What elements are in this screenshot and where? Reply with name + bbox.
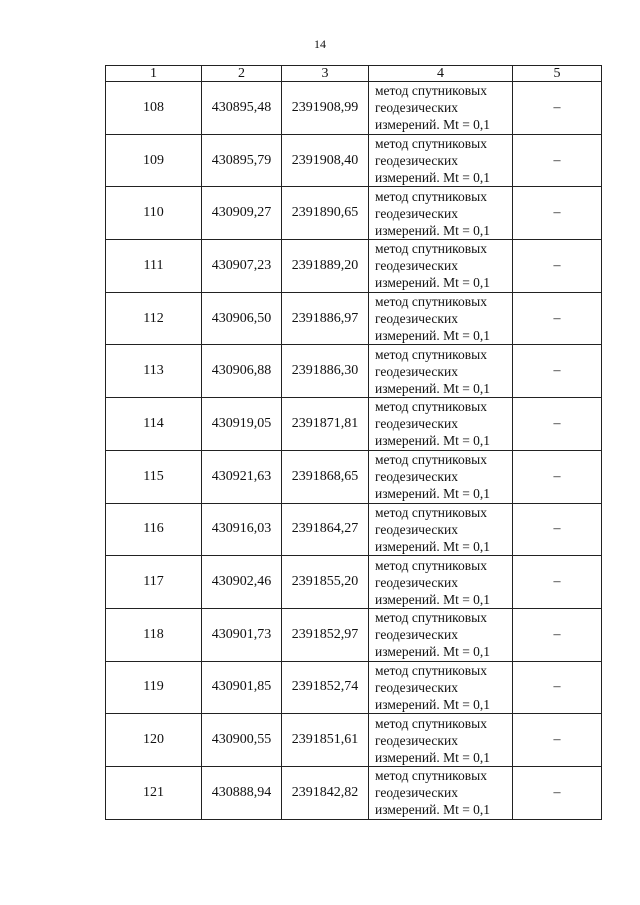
table-row: [106, 82, 602, 135]
method-text-line: геодезических: [375, 258, 458, 274]
method-text-line: метод спутниковых: [375, 452, 487, 468]
y-coordinate-cell: 2391842,82: [282, 766, 369, 819]
point-number-cell: 114: [106, 398, 202, 451]
method-cell: [369, 450, 513, 503]
y-coordinate-cell: 2391852,97: [282, 608, 369, 661]
y-coordinate-cell: 2391852,74: [282, 661, 369, 714]
note-cell: –: [513, 766, 602, 819]
table-row: [106, 240, 602, 293]
method-text-line: измерений. Mt = 0,1: [375, 802, 491, 818]
table-row: [106, 398, 602, 451]
method-text-line: геодезических: [375, 469, 458, 485]
x-coordinate-cell: 430895,79: [202, 134, 282, 187]
y-coordinate-cell: 2391864,27: [282, 503, 369, 556]
note-cell: –: [513, 556, 602, 609]
point-number-cell: 118: [106, 608, 202, 661]
table-row: [106, 556, 602, 609]
coordinates-table: [105, 65, 602, 820]
method-cell: [369, 661, 513, 714]
method-cell: [369, 292, 513, 345]
method-cell: [369, 398, 513, 451]
method-cell: [369, 345, 513, 398]
method-cell: [369, 714, 513, 767]
method-text-line: геодезических: [375, 521, 458, 537]
y-coordinate-cell: 2391855,20: [282, 556, 369, 609]
x-coordinate-cell: 430901,73: [202, 608, 282, 661]
note-cell: –: [513, 503, 602, 556]
note-cell: –: [513, 714, 602, 767]
x-coordinate-cell: 430909,27: [202, 187, 282, 240]
point-number-cell: 108: [106, 82, 202, 135]
method-text-line: метод спутниковых: [375, 610, 487, 626]
y-coordinate-cell: 2391886,30: [282, 345, 369, 398]
y-coordinate-cell: 2391890,65: [282, 187, 369, 240]
y-coordinate-cell: 2391886,97: [282, 292, 369, 345]
method-text-line: метод спутниковых: [375, 346, 487, 362]
table-row: [106, 292, 602, 345]
method-text-line: метод спутниковых: [375, 294, 487, 310]
table-row: [106, 503, 602, 556]
point-number-cell: 120: [106, 714, 202, 767]
method-text-line: геодезических: [375, 153, 458, 169]
note-cell: –: [513, 450, 602, 503]
x-coordinate-cell: 430916,03: [202, 503, 282, 556]
point-number-cell: 109: [106, 134, 202, 187]
table-row: [106, 134, 602, 187]
method-text-line: геодезических: [375, 627, 458, 643]
table-row: [106, 661, 602, 714]
method-cell: [369, 134, 513, 187]
point-number-cell: 115: [106, 450, 202, 503]
method-text-line: измерений. Mt = 0,1: [375, 749, 491, 765]
method-text-line: метод спутниковых: [375, 715, 487, 731]
note-cell: –: [513, 661, 602, 714]
x-coordinate-cell: 430921,63: [202, 450, 282, 503]
method-cell: [369, 82, 513, 135]
method-text-line: геодезических: [375, 732, 458, 748]
method-cell: [369, 240, 513, 293]
x-coordinate-cell: 430902,46: [202, 556, 282, 609]
y-coordinate-cell: 2391871,81: [282, 398, 369, 451]
method-text-line: геодезических: [375, 679, 458, 695]
point-number-cell: 121: [106, 766, 202, 819]
x-coordinate-cell: 430919,05: [202, 398, 282, 451]
method-text-line: геодезических: [375, 785, 458, 801]
table-row: [106, 714, 602, 767]
x-coordinate-cell: 430900,55: [202, 714, 282, 767]
method-text-line: метод спутниковых: [375, 83, 487, 99]
x-coordinate-cell: 430901,85: [202, 661, 282, 714]
method-text-line: измерений. Mt = 0,1: [375, 380, 491, 396]
method-text-line: измерений. Mt = 0,1: [375, 117, 491, 133]
page-number: 14: [314, 37, 326, 51]
point-number-cell: 112: [106, 292, 202, 345]
note-cell: –: [513, 292, 602, 345]
table-row: [106, 450, 602, 503]
method-text-line: геодезических: [375, 311, 458, 327]
note-cell: –: [513, 240, 602, 293]
method-text-line: метод спутниковых: [375, 241, 487, 257]
method-text-line: метод спутниковых: [375, 399, 487, 415]
x-coordinate-cell: 430906,88: [202, 345, 282, 398]
x-coordinate-cell: 430895,48: [202, 82, 282, 135]
x-coordinate-cell: 430907,23: [202, 240, 282, 293]
table-header: [106, 66, 602, 82]
note-cell: –: [513, 398, 602, 451]
header-row: [106, 66, 602, 82]
method-cell: [369, 556, 513, 609]
column-header-1: 1: [106, 66, 202, 82]
method-cell: [369, 187, 513, 240]
note-cell: –: [513, 82, 602, 135]
method-text-line: измерений. Mt = 0,1: [375, 486, 491, 502]
column-header-3: 3: [282, 66, 369, 82]
column-header-2: 2: [202, 66, 282, 82]
y-coordinate-cell: 2391908,40: [282, 134, 369, 187]
table-row: [106, 345, 602, 398]
method-text-line: измерений. Mt = 0,1: [375, 538, 491, 554]
point-number-cell: 111: [106, 240, 202, 293]
method-text-line: метод спутниковых: [375, 136, 487, 152]
method-text-line: метод спутниковых: [375, 557, 487, 573]
column-header-4: 4: [369, 66, 513, 82]
y-coordinate-cell: 2391868,65: [282, 450, 369, 503]
method-cell: [369, 608, 513, 661]
y-coordinate-cell: 2391889,20: [282, 240, 369, 293]
note-cell: –: [513, 187, 602, 240]
table-row: [106, 608, 602, 661]
method-text-line: геодезических: [375, 100, 458, 116]
y-coordinate-cell: 2391851,61: [282, 714, 369, 767]
method-text-line: измерений. Mt = 0,1: [375, 644, 491, 660]
method-text-line: измерений. Mt = 0,1: [375, 275, 491, 291]
method-text-line: метод спутниковых: [375, 504, 487, 520]
point-number-cell: 119: [106, 661, 202, 714]
point-number-cell: 116: [106, 503, 202, 556]
method-text-line: метод спутниковых: [375, 188, 487, 204]
method-text-line: измерений. Mt = 0,1: [375, 591, 491, 607]
table-row: [106, 187, 602, 240]
method-cell: [369, 503, 513, 556]
x-coordinate-cell: 430888,94: [202, 766, 282, 819]
method-text-line: измерений. Mt = 0,1: [375, 696, 491, 712]
method-text-line: геодезических: [375, 205, 458, 221]
method-text-line: геодезических: [375, 363, 458, 379]
method-text-line: геодезических: [375, 416, 458, 432]
note-cell: –: [513, 345, 602, 398]
table-row: [106, 766, 602, 819]
method-text-line: геодезических: [375, 574, 458, 590]
method-text-line: измерений. Mt = 0,1: [375, 222, 491, 238]
method-cell: [369, 766, 513, 819]
method-text-line: измерений. Mt = 0,1: [375, 170, 491, 186]
x-coordinate-cell: 430906,50: [202, 292, 282, 345]
y-coordinate-cell: 2391908,99: [282, 82, 369, 135]
point-number-cell: 110: [106, 187, 202, 240]
method-text-line: метод спутниковых: [375, 768, 487, 784]
point-number-cell: 113: [106, 345, 202, 398]
point-number-cell: 117: [106, 556, 202, 609]
column-header-5: 5: [513, 66, 602, 82]
note-cell: –: [513, 134, 602, 187]
note-cell: –: [513, 608, 602, 661]
method-text-line: измерений. Mt = 0,1: [375, 328, 491, 344]
method-text-line: метод спутниковых: [375, 662, 487, 678]
table-body: [106, 82, 602, 820]
method-text-line: измерений. Mt = 0,1: [375, 433, 491, 449]
